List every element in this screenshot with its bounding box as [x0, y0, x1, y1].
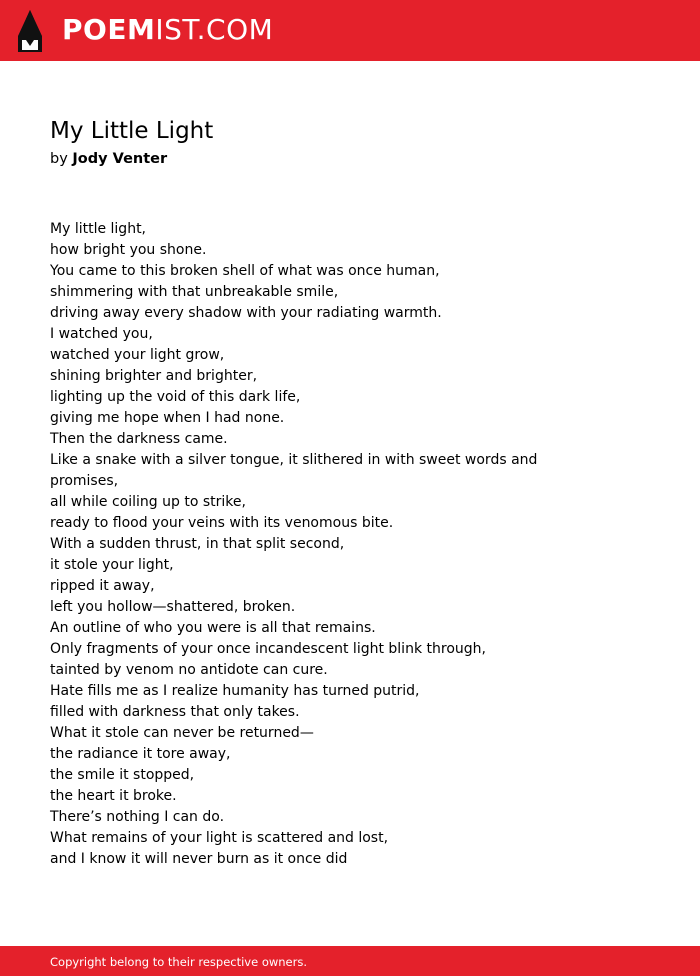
poem-line: ripped it away,: [50, 578, 155, 594]
poem-line: driving away every shadow with your radiating warmth.: [50, 305, 442, 321]
poem-line: watched your light grow,: [50, 347, 225, 363]
site-logo[interactable]: [62, 13, 273, 47]
poem-line: lighting up the void of this dark life,: [50, 389, 301, 405]
poem-line: What it stole can never be returned—: [50, 725, 314, 741]
poem-line: shining brighter and brighter,: [50, 368, 258, 384]
poem-line: the heart it broke.: [50, 788, 177, 804]
poem-line: and I know it will never burn as it once did: [50, 851, 348, 867]
poem-body: [50, 219, 610, 870]
poem-line: An outline of who you were is all that remains.: [50, 620, 376, 636]
poem-line: giving me hope when I had none.: [50, 410, 285, 426]
logo-brand-light: IST.COM: [155, 13, 274, 46]
author-name: Jody Venter: [72, 151, 168, 167]
poem-line: There’s nothing I can do.: [50, 809, 225, 825]
poem-line: it stole your light,: [50, 557, 174, 573]
poem-line: What remains of your light is scattered and lost,: [50, 830, 389, 846]
poem-line: Only fragments of your once incandescent light blink through,: [50, 641, 486, 657]
poem-line: filled with darkness that only takes.: [50, 704, 300, 720]
poem-line: With a sudden thrust, in that split second,: [50, 536, 345, 552]
poem-line: Then the darkness came.: [50, 431, 228, 447]
poem-line: promises,: [50, 473, 119, 489]
poem-line: shimmering with that unbreakable smile,: [50, 284, 339, 300]
pencil-icon[interactable]: [18, 10, 42, 52]
poem-line: Hate fills me as I realize humanity has turned putrid,: [50, 683, 420, 699]
poem-line: tainted by venom no antidote can cure.: [50, 662, 328, 678]
byline: [50, 149, 167, 169]
copyright-text: Copyright belong to their respective owners.: [50, 955, 308, 969]
byline-prefix: by: [50, 151, 68, 167]
poem-line: ready to flood your veins with its venomous bite.: [50, 515, 394, 531]
poem-line: left you hollow—shattered, broken.: [50, 599, 296, 615]
poem-line: the radiance it tore away,: [50, 746, 231, 762]
site-header: [0, 0, 700, 61]
poem-line: Like a snake with a silver tongue, it slithered in with sweet words and: [50, 452, 538, 468]
logo-brand-bold: POEM: [62, 13, 156, 46]
poem-line: I watched you,: [50, 326, 153, 342]
site-footer: [0, 946, 700, 976]
poem-title: My Little Light: [50, 118, 214, 144]
poem-line: You came to this broken shell of what was once human,: [50, 263, 440, 279]
poem-line: how bright you shone.: [50, 242, 207, 258]
poem-line: My little light,: [50, 221, 147, 237]
poem-line: the smile it stopped,: [50, 767, 195, 783]
poem-line: all while coiling up to strike,: [50, 494, 246, 510]
